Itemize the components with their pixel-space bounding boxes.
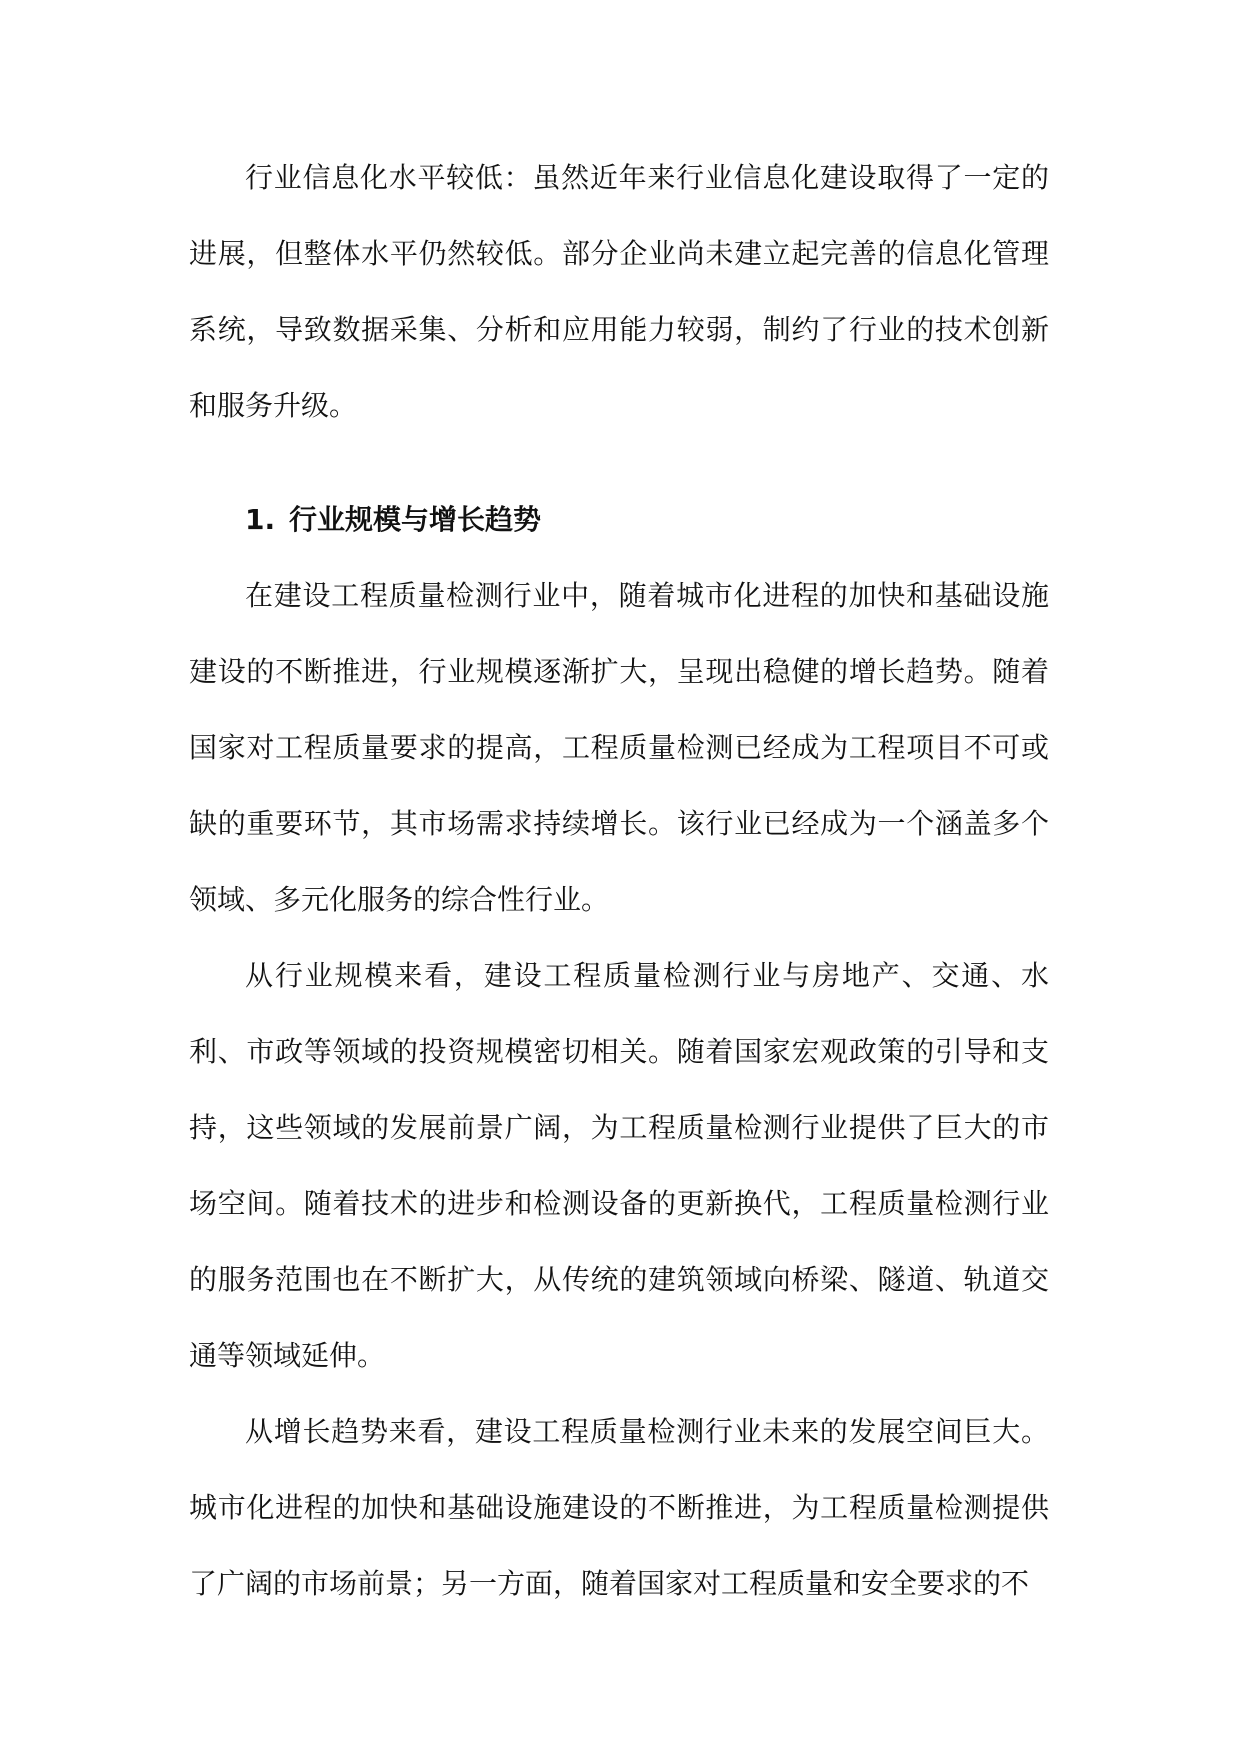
- paragraph-industry-scale: 从行业规模来看，建设工程质量检测行业与房地产、交通、水利、市政等领域的投资规模密切相关。随着国家宏观政策的引导和支持，这些领域的发展前景广阔，为工程质量检测行业提供了巨大的市场空间。随着技术的进步和检测设备的更新换代，工程质量检测行业的服务范围也在不断扩大，从传统的建筑领域向桥梁、隧道、轨道交通等领域延伸。: [189, 959, 1049, 1372]
- paragraph-growth-trend: 从增长趋势来看，建设工程质量检测行业未来的发展空间巨大。城市化进程的加快和基础设施建设的不断推进，为工程质量检测提供了广阔的市场前景；另一方面，随着国家对工程质量和安全要求的不: [189, 1415, 1049, 1600]
- page-content: [189, 140, 1049, 1622]
- section-number: 1.: [245, 503, 276, 536]
- paragraph-informatization: 行业信息化水平较低：虽然近年来行业信息化建设取得了一定的进展，但整体水平仍然较低。部分企业尚未建立起完善的信息化管理系统，导致数据采集、分析和应用能力较弱，制约了行业的技术创新和服务升级。: [189, 161, 1049, 422]
- paragraph-industry-growth: 在建设工程质量检测行业中，随着城市化进程的加快和基础设施建设的不断推进，行业规模逐渐扩大，呈现出稳健的增长趋势。随着国家对工程质量要求的提高，工程质量检测已经成为工程项目不可或缺的重要环节，其市场需求持续增长。该行业已经成为一个涵盖多个领域、多元化服务的综合性行业。: [189, 579, 1049, 916]
- section-title: 行业规模与增长趋势: [289, 503, 542, 536]
- section-heading: [189, 482, 1049, 558]
